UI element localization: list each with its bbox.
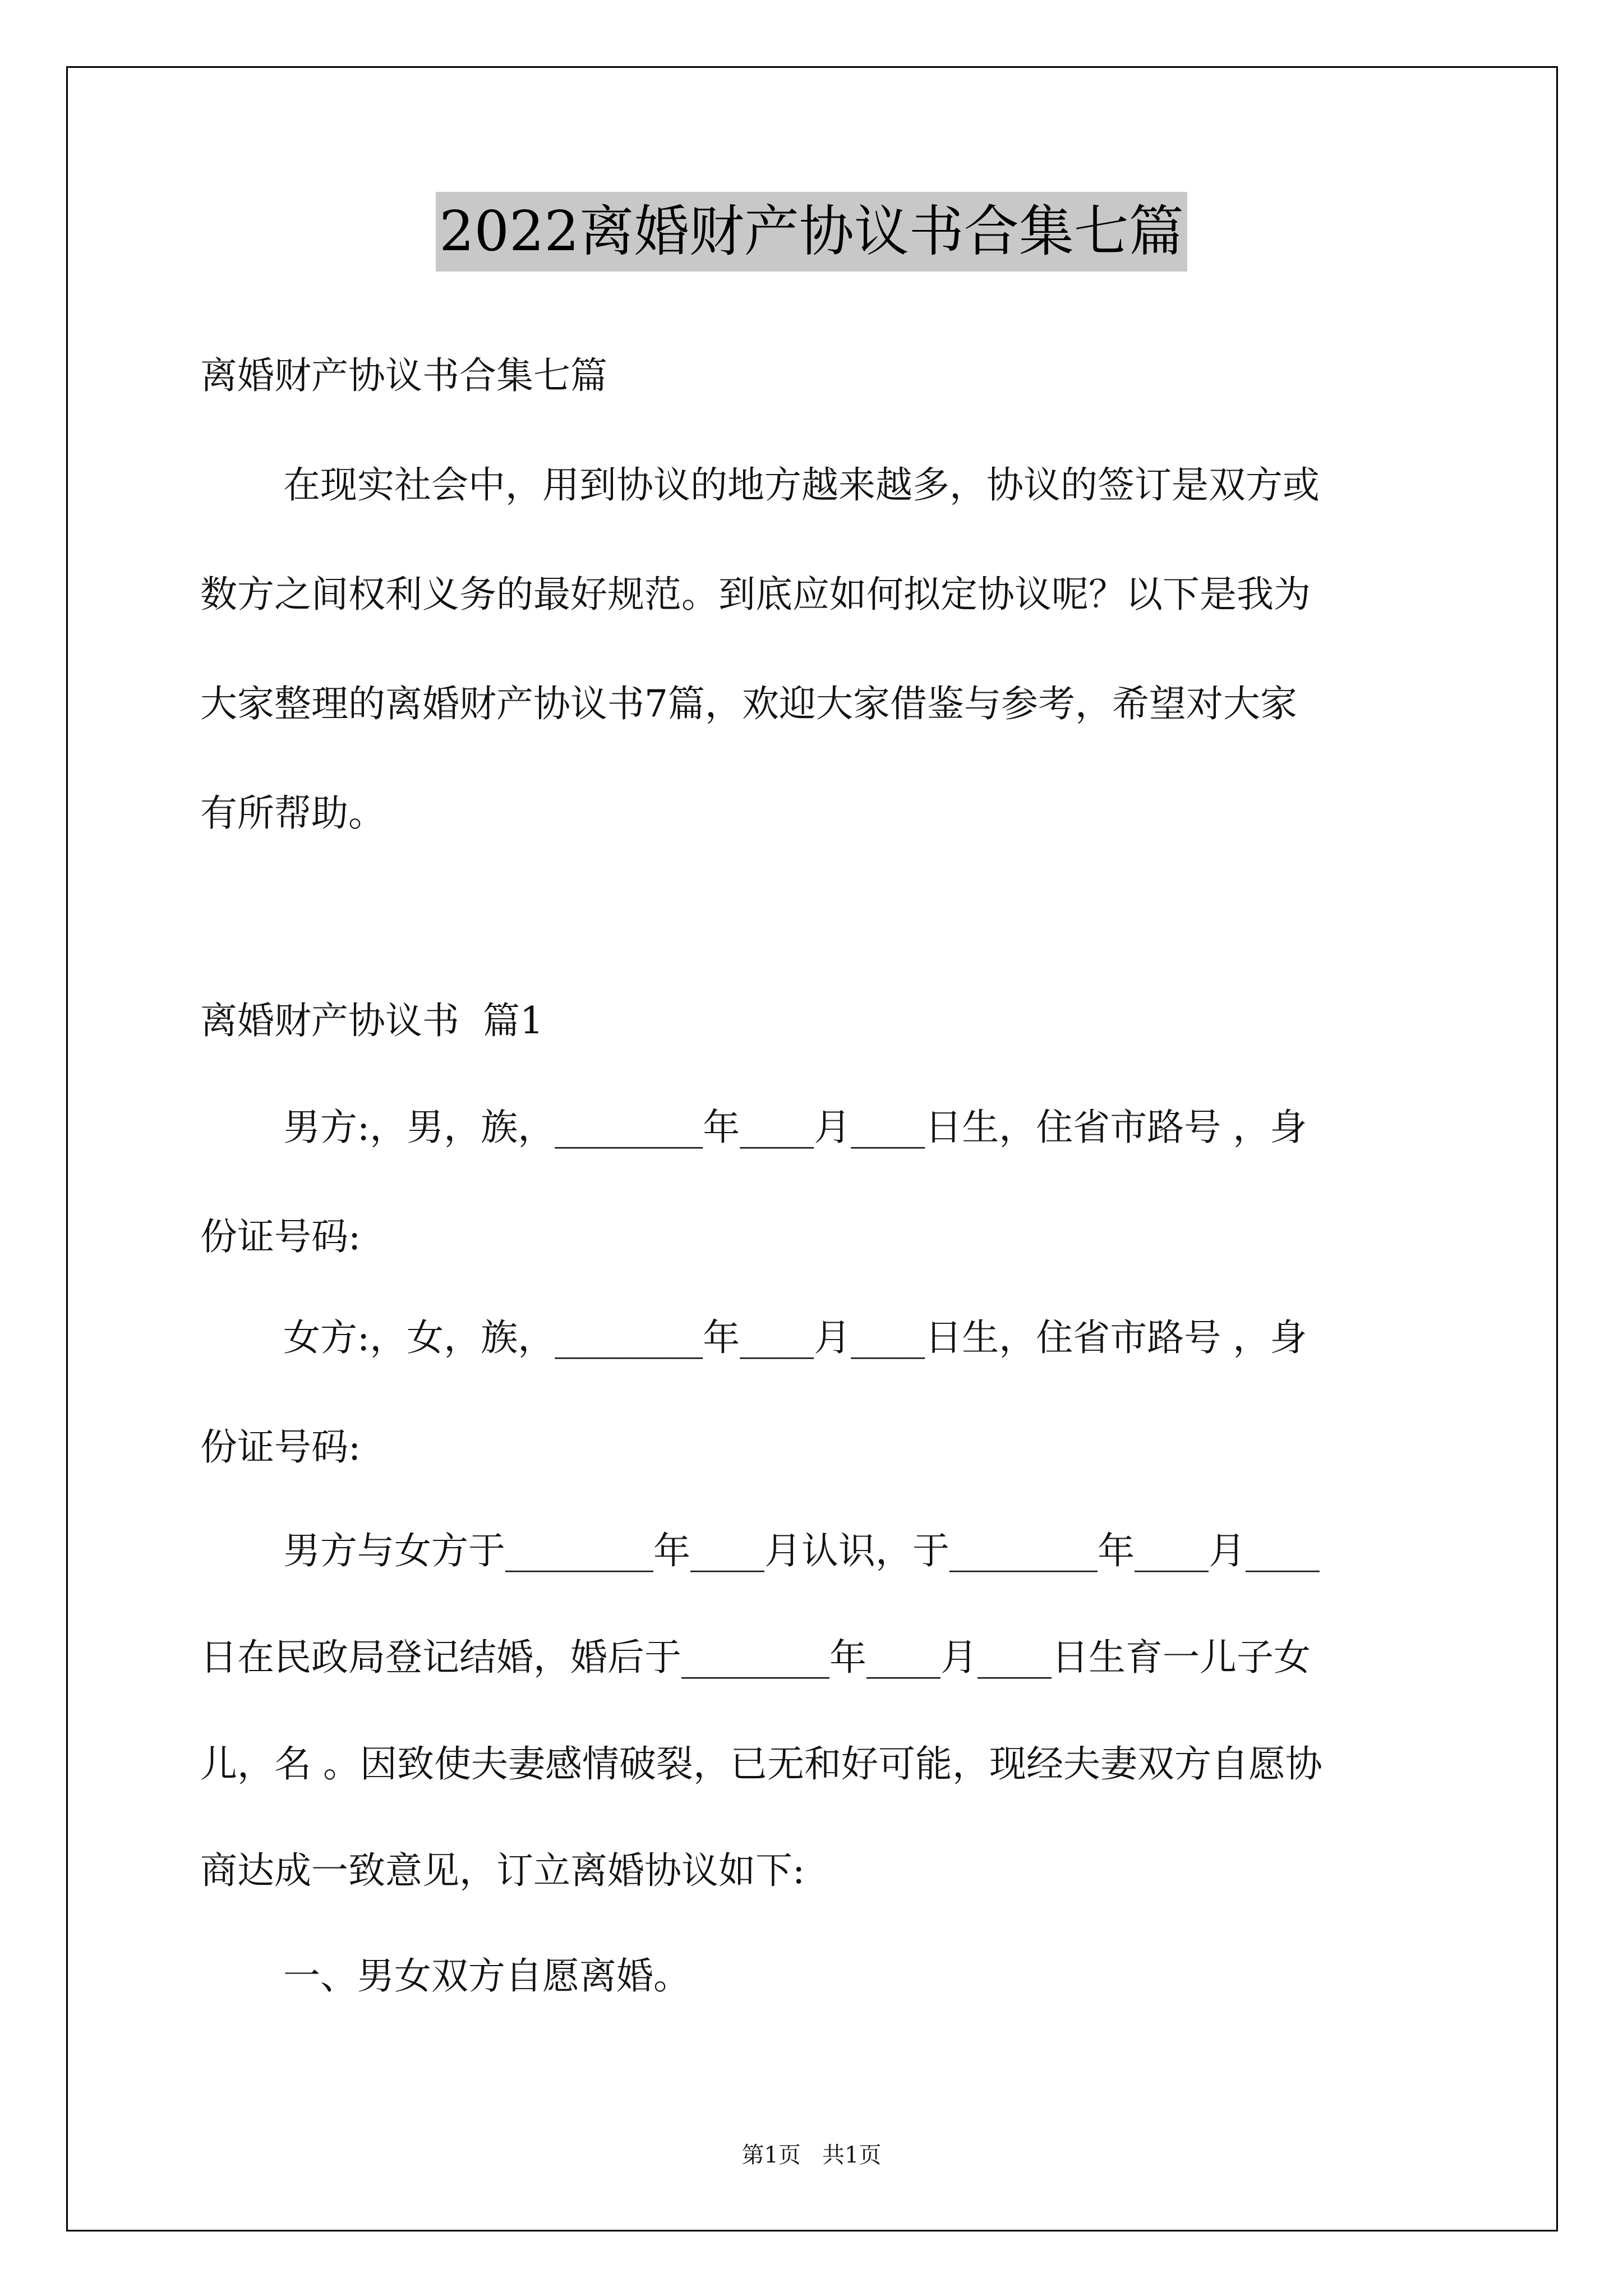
paragraph-line: 女方:，女，族，________年____月____日生，住省市路号 ，身	[283, 1316, 1307, 1359]
intro-line-4: 有所帮助。	[200, 792, 385, 835]
paragraph-line: 男方与女方于________年____月认识，于________年____月____	[283, 1529, 1320, 1572]
intro-line-3: 大家整理的离婚财产协议书7篇，欢迎大家借鉴与参考，希望对大家	[200, 682, 1297, 725]
document-title: 2022离婚财产协议书合集七篇	[436, 192, 1187, 272]
paragraph-line: 份证号码:	[200, 1425, 361, 1469]
section-heading: 离婚财产协议书 篇1	[200, 999, 543, 1042]
intro-line-1: 在现实社会中，用到协议的地方越来越多，协议的签订是双方或	[283, 463, 1320, 507]
paragraph-line: 男方:，男，族，________年____月____日生，住省市路号 ，身	[283, 1106, 1307, 1149]
paragraph-line: 儿，名 。因致使夫妻感情破裂，已无和好可能，现经夫妻双方自愿协	[200, 1742, 1322, 1786]
paragraph-line: 份证号码:	[200, 1215, 361, 1258]
page-footer: 第1页 共1页	[741, 2142, 882, 2168]
paragraph-line: 日在民政局登记结婚，婚后于________年____月____日生育一儿子女	[200, 1636, 1311, 1679]
intro-line-2: 数方之间权利义务的最好规范。到底应如何拟定协议呢？以下是我为	[200, 573, 1311, 616]
document-subtitle: 离婚财产协议书合集七篇	[200, 354, 607, 397]
title-container	[0, 192, 1623, 272]
paragraph-line: 一、男女双方自愿离婚。	[283, 1954, 690, 1998]
paragraph-line: 商达成一致意见，订立离婚协议如下:	[200, 1849, 805, 1892]
